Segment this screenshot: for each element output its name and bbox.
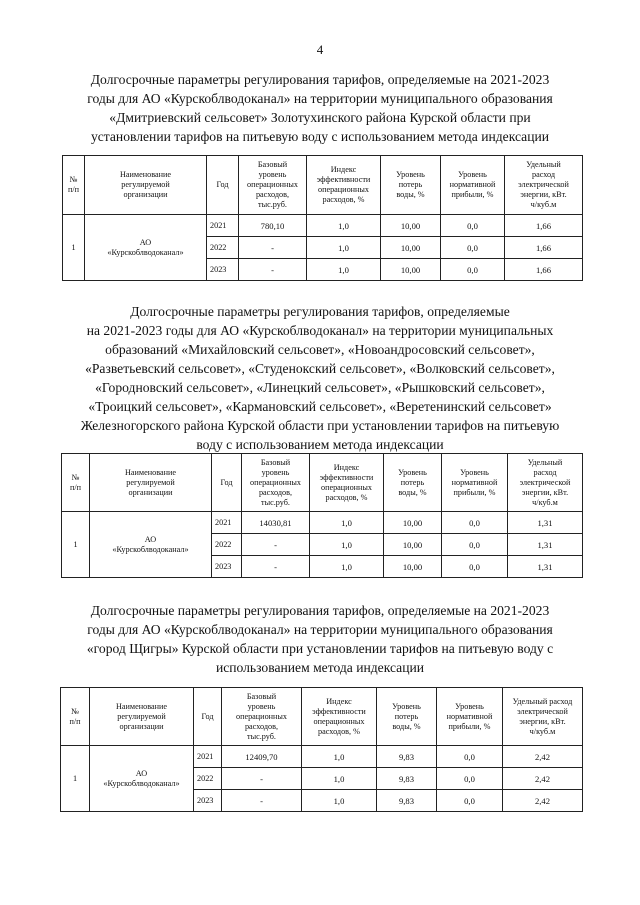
org-name: АО «Курскоблводоканал» [90,746,194,812]
index-cell: 1,0 [302,746,377,768]
profit-cell: 0,0 [437,790,503,812]
profit-cell: 0,0 [442,556,508,578]
title-line: воду с использованием метода индексации [196,437,444,452]
loss-cell: 10,00 [381,259,441,281]
section-2-title [30,302,610,454]
header-cell: Уровень нормативной прибыли, % [441,156,505,215]
index-cell: 1,0 [302,790,377,812]
year-cell: 2021 [207,215,239,237]
year-cell: 2023 [207,259,239,281]
header-cell: Год [194,688,222,746]
energy-cell: 1,66 [505,215,583,237]
header-cell: Удельный расход электрической энергии, кВт. ч/куб.м [505,156,583,215]
page-number: 4 [316,42,324,57]
base-cell: - [222,790,302,812]
title-line: «Дмитриевский сельсовет» Золотухинского района Курской области при [109,110,531,125]
profit-cell: 0,0 [437,746,503,768]
loss-cell: 9,83 [377,790,437,812]
title-line: «Троицкий сельсовет», «Кармановский сельсовет», «Веретенинский сельсовет» [88,399,552,414]
title-line: Железногорского района Курской области при установлении тарифов на питьевую [80,418,560,433]
index-cell: 1,0 [310,556,384,578]
profit-cell: 0,0 [437,768,503,790]
section-2-table [61,453,583,578]
title-line: «Городновский сельсовет», «Линецкий сельсовет», «Рышковский сельсовет», [95,380,545,395]
header-cell: Наименование регулируемой организации [90,688,194,746]
section-1-table [62,155,583,281]
table-header-row [62,454,583,512]
title-line: «Разветьевский сельсовет», «Студенокский сельсовет», «Волковский сельсовет», [85,361,555,376]
loss-cell: 10,00 [384,512,442,534]
year-cell: 2021 [212,512,242,534]
title-line: Долгосрочные параметры регулирования тарифов, определяемые на 2021-2023 [90,72,550,87]
base-cell: 780,10 [239,215,307,237]
index-cell: 1,0 [310,534,384,556]
header-cell: Индекс эффективности операционных расходов, % [307,156,381,215]
energy-cell: 2,42 [503,746,583,768]
loss-cell: 10,00 [381,215,441,237]
title-line: установлении тарифов на питьевую воду с использованием метода индексации [90,129,550,144]
header-cell: Базовый уровень операционных расходов, тыс.руб. [242,454,310,512]
row-number: 1 [61,746,90,812]
row-number: 1 [63,215,85,281]
header-cell: Уровень потерь воды, % [377,688,437,746]
title-line: использованием метода индексации [215,660,425,675]
loss-cell: 9,83 [377,746,437,768]
org-name: АО «Курскоблводоканал» [85,215,207,281]
index-cell: 1,0 [302,768,377,790]
energy-cell: 2,42 [503,790,583,812]
header-cell: Наименование регулируемой организации [85,156,207,215]
loss-cell: 9,83 [377,768,437,790]
org-name: АО «Курскоблводоканал» [90,512,212,578]
header-cell: Индекс эффективности операционных расходов, % [302,688,377,746]
index-cell: 1,0 [307,215,381,237]
base-cell: 14030,81 [242,512,310,534]
header-cell: Базовый уровень операционных расходов, тыс.руб. [222,688,302,746]
energy-cell: 1,31 [508,556,583,578]
base-cell: - [239,237,307,259]
year-cell: 2022 [212,534,242,556]
energy-cell: 1,66 [505,259,583,281]
index-cell: 1,0 [310,512,384,534]
year-cell: 2022 [194,768,222,790]
loss-cell: 10,00 [384,534,442,556]
title-line: на 2021-2023 годы для АО «Курскоблводоканал» на территории муниципальных [86,323,554,338]
title-line: образований «Михайловский сельсовет», «Новоандросовский сельсовет», [105,342,535,357]
loss-cell: 10,00 [384,556,442,578]
section-3-title [30,601,610,677]
loss-cell: 10,00 [381,237,441,259]
profit-cell: 0,0 [441,237,505,259]
year-cell: 2021 [194,746,222,768]
base-cell: - [239,259,307,281]
title-line: годы для АО «Курскоблводоканал» на территории муниципального образования [87,622,553,637]
energy-cell: 1,31 [508,534,583,556]
row-number: 1 [62,512,90,578]
title-line: годы для АО «Курскоблводоканал» на территории муниципального образования [87,91,553,106]
profit-cell: 0,0 [442,512,508,534]
header-cell: № п/п [63,156,85,215]
header-cell: № п/п [61,688,90,746]
table-header-row [63,156,583,215]
profit-cell: 0,0 [442,534,508,556]
index-cell: 1,0 [307,237,381,259]
index-cell: 1,0 [307,259,381,281]
header-cell: Уровень потерь воды, % [381,156,441,215]
header-cell: Базовый уровень операционных расходов, тыс.руб. [239,156,307,215]
section-1-title [30,70,610,146]
profit-cell: 0,0 [441,215,505,237]
header-cell: Уровень потерь воды, % [384,454,442,512]
table-header-row [61,688,583,746]
table-row [63,215,583,237]
title-line: Долгосрочные параметры регулирования тарифов, определяемые [130,304,510,319]
header-cell: Наименование регулируемой организации [90,454,212,512]
profit-cell: 0,0 [441,259,505,281]
header-cell: Удельный расход электрической энергии, кВт. ч/куб.м [503,688,583,746]
title-line: Долгосрочные параметры регулирования тарифов, определяемые на 2021-2023 [90,603,550,618]
year-cell: 2022 [207,237,239,259]
energy-cell: 2,42 [503,768,583,790]
base-cell: - [242,534,310,556]
header-cell: № п/п [62,454,90,512]
base-cell: 12409,70 [222,746,302,768]
table-row [61,746,583,768]
header-cell: Год [212,454,242,512]
header-cell: Уровень нормативной прибыли, % [442,454,508,512]
base-cell: - [242,556,310,578]
title-line: «город Щигры» Курской области при установлении тарифов на питьевую воду с [86,641,554,656]
section-3-table [60,687,583,812]
header-cell: Удельный расход электрической энергии, кВт. ч/куб.м [508,454,583,512]
year-cell: 2023 [212,556,242,578]
header-cell: Уровень нормативной прибыли, % [437,688,503,746]
energy-cell: 1,31 [508,512,583,534]
table-row [62,512,583,534]
year-cell: 2023 [194,790,222,812]
energy-cell: 1,66 [505,237,583,259]
header-cell: Год [207,156,239,215]
base-cell: - [222,768,302,790]
header-cell: Индекс эффективности операционных расходов, % [310,454,384,512]
